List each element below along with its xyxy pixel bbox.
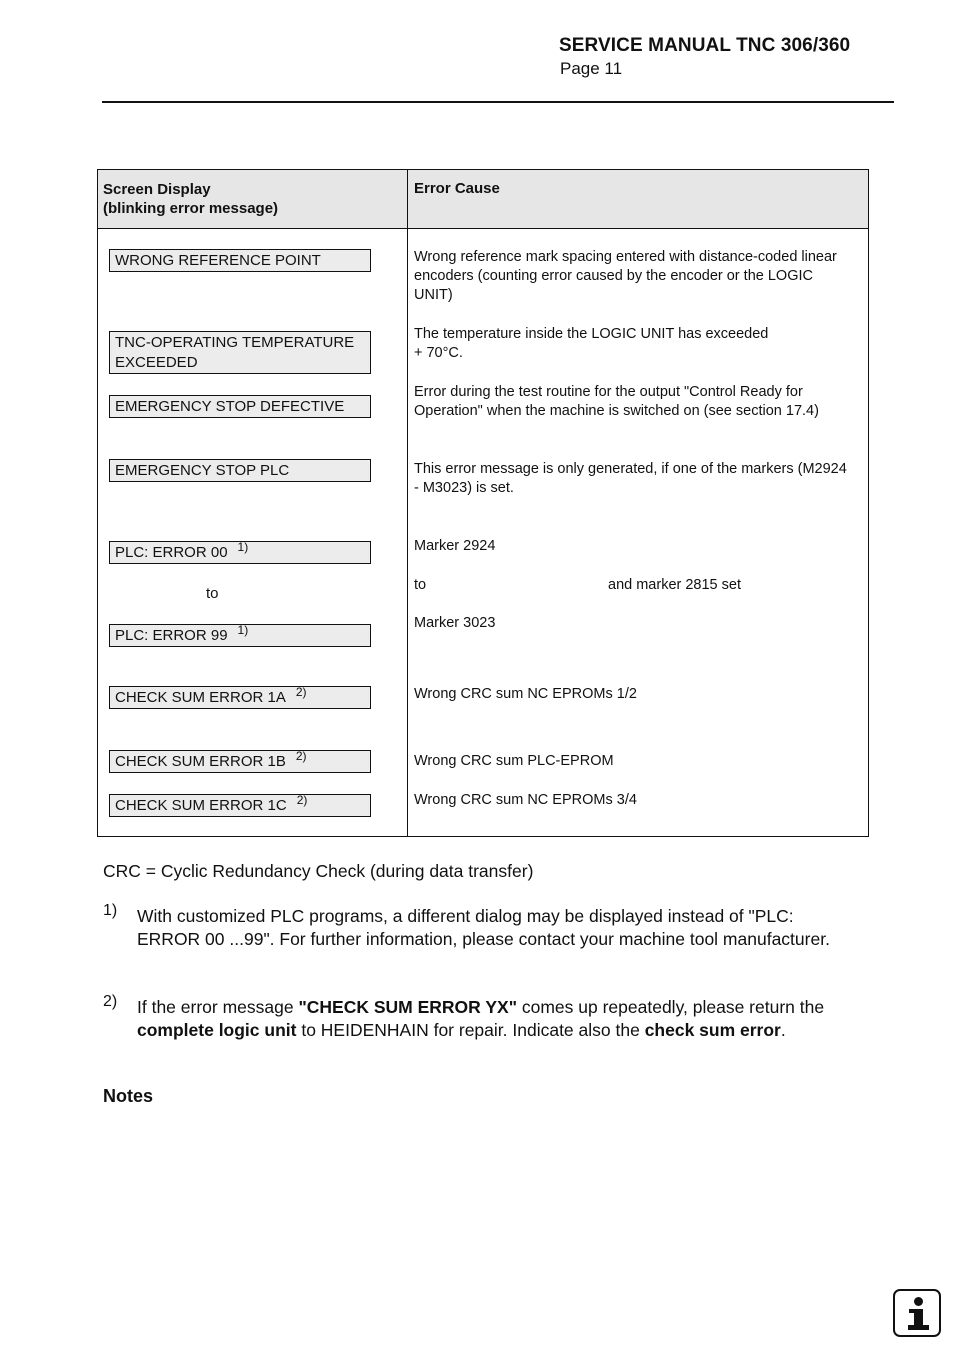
display-plc-error-99: PLC: ERROR 99 $^{1)}$ xyxy=(109,624,371,647)
display-plc-error-00: PLC: ERROR 00 $^{1)}$ xyxy=(109,541,371,564)
manual-title: SERVICE MANUAL TNC 306/360 xyxy=(559,35,851,56)
cause-check-sum-1a: Wrong CRC sum NC EPROMs 1/2 xyxy=(414,686,637,702)
cause-range-to: to xyxy=(414,577,427,593)
crc-definition: CRC = Cyclic Redundancy Check (during data transfer) xyxy=(103,861,534,881)
footnote-2-label: 2) xyxy=(103,993,118,1010)
footnote-ref-2: 2) xyxy=(295,749,307,763)
cause-emergency-stop-plc: This error message is only generated, if one of the markers (M2924 - M3023) is set. xyxy=(414,461,847,496)
column-divider xyxy=(407,170,408,836)
info-icon xyxy=(893,1289,941,1337)
cause-plc-error-00: Marker 2924 xyxy=(414,538,496,554)
footnote-1-label: 1) xyxy=(103,902,118,919)
col-header-screen-display: Screen Display (blinking error message) xyxy=(103,181,279,217)
notes-heading: Notes xyxy=(103,1086,154,1106)
cause-operating-temperature: The temperature inside the LOGIC UNIT has exceeded + 70°C. xyxy=(414,326,769,361)
header-rule xyxy=(102,101,894,103)
display-check-sum-1b: CHECK SUM ERROR 1B $^{2)}$ xyxy=(109,750,371,773)
col-header-error-cause: Error Cause xyxy=(414,180,500,197)
cause-wrong-reference-point: Wrong reference mark spacing entered with distance-coded linear encoders (counting error caused by the encoder or the LOGIC UNIT) xyxy=(414,249,837,303)
cause-marker-2815: and marker 2815 set xyxy=(608,577,741,593)
cause-emergency-stop-defective: Error during the test routine for the output "Control Ready for Operation" when the machine is switched on (see section 17.4) xyxy=(414,384,819,419)
display-emergency-stop-defective: EMERGENCY STOP DEFECTIVE xyxy=(109,395,371,418)
display-operating-temperature: TNC-OPERATING TEMPERATURE EXCEEDED xyxy=(109,331,371,374)
table-header xyxy=(98,170,868,229)
error-table xyxy=(97,169,869,837)
cause-check-sum-1c: Wrong CRC sum NC EPROMs 3/4 xyxy=(414,792,637,808)
range-to-label: to xyxy=(206,585,219,602)
page-number: Page 11 xyxy=(560,59,623,78)
display-check-sum-1c: CHECK SUM ERROR 1C $^{2)}$ xyxy=(109,794,371,817)
display-wrong-reference-point: WRONG REFERENCE POINT xyxy=(109,249,371,272)
footnote-ref-2: 2) xyxy=(295,685,307,699)
display-emergency-stop-plc: EMERGENCY STOP PLC xyxy=(109,459,371,482)
footnote-ref-1: 1) xyxy=(237,623,249,637)
cause-plc-error-99: Marker 3023 xyxy=(414,615,496,631)
footnote-1-text: With customized PLC programs, a different dialog may be displayed instead of "PLC: ERROR 00 ...99". For further information, please contact your machine tool manufacturer. xyxy=(137,906,830,949)
cause-check-sum-1b: Wrong CRC sum PLC-EPROM xyxy=(414,753,614,769)
footnote-ref-1: 1) xyxy=(237,540,249,554)
footnote-ref-2: 2) xyxy=(296,793,308,807)
display-check-sum-1a: CHECK SUM ERROR 1A $^{2)}$ xyxy=(109,686,371,709)
footnote-2-text: If the error message "CHECK SUM ERROR YX" comes up repeatedly, please return the complete logic unit to HEIDENHAIN for repair. Indicate also the check sum error. xyxy=(137,997,825,1040)
